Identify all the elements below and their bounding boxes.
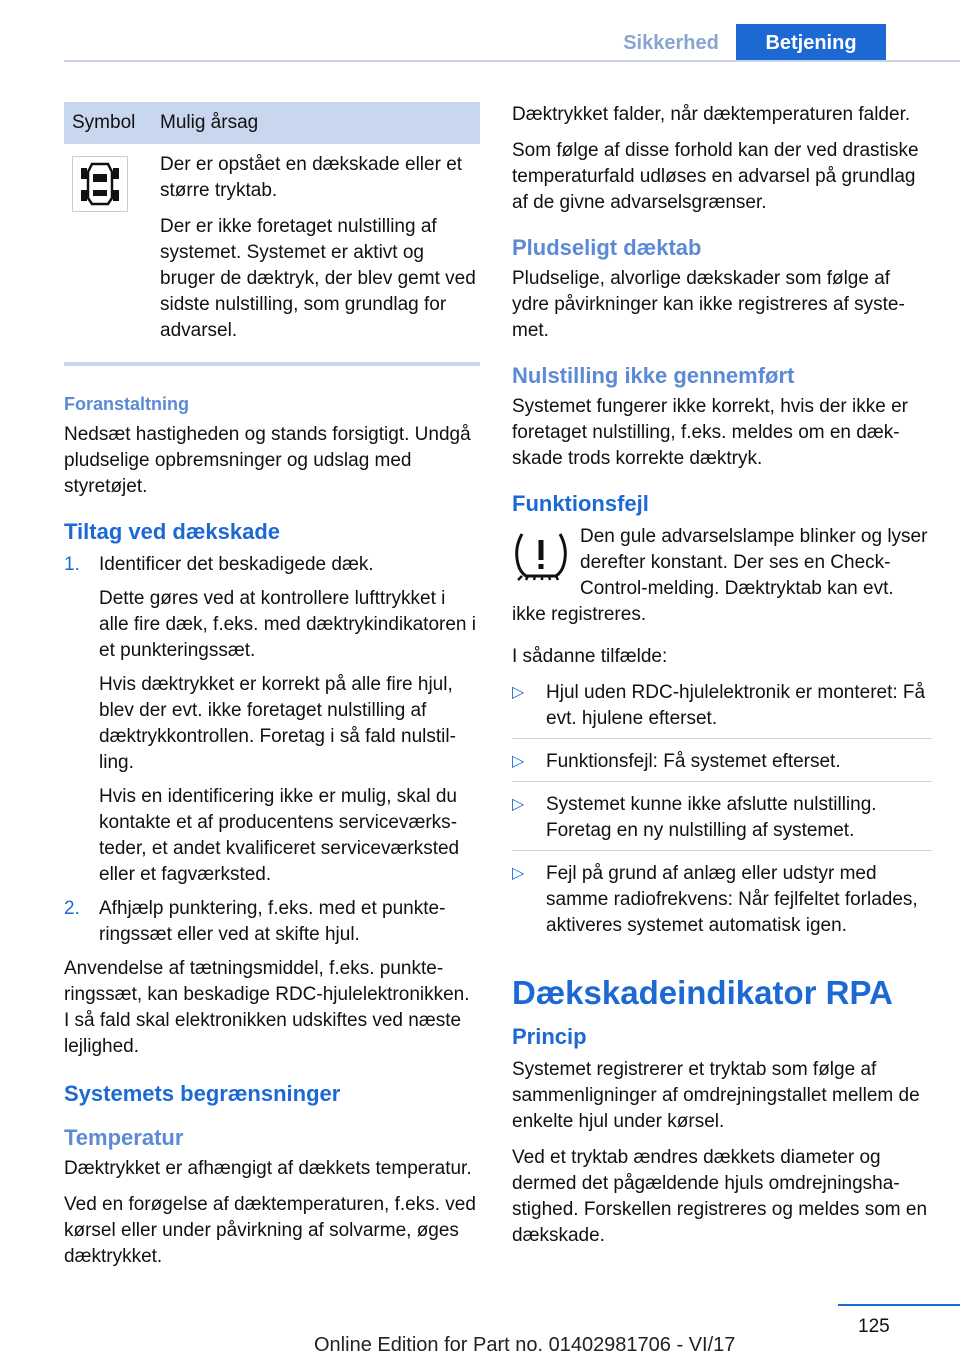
pludseligt-text: Pludselige, alvorlige dækskader som følge af ydre påvirkninger kan ikke registreres af systemet. [512, 268, 905, 341]
heading-temperatur: Temperatur [64, 1125, 184, 1150]
list-item: ▷ Fejl på grund af anlæg eller udstyr med samme radiofrekvens: Når fejlfeltet forlades, aktiveres systemet automatisk igen. [512, 863, 918, 936]
table-row [64, 144, 480, 354]
divider [512, 850, 932, 851]
bullet-triangle-icon: ▷ [512, 753, 525, 770]
heading-pludseligt: Pludseligt dæktab [512, 235, 702, 260]
tire-pressure-warning-icon [512, 528, 570, 584]
tilfaelde-intro: I sådanne tilfælde: [512, 646, 668, 667]
list-item [64, 896, 480, 948]
heading-begraensninger: Systemets begrænsninger [64, 1081, 341, 1106]
col-header-cause: Mulig årsag [152, 102, 480, 144]
car-tire-damage-icon [72, 156, 128, 212]
footer-edition: Online Edition for Part no. 01402981706 - VI/17 [314, 1334, 736, 1356]
warning-block [512, 524, 932, 628]
princip-para1: Systemet registrerer et tryktab som følge af sammenligninger af omdrejningstallet mellem de enkelte hjul under kørsel. [512, 1059, 920, 1132]
list-item: ▷ Hjul uden RDC-hjulelektronik er monteret: Få evt. hjulene efterset. [512, 682, 926, 729]
funktionsfejl-text: Den gule advarselslampe blinker og lyser derefter konstant. Der ses en Check-Control-melding. Dæktryktab kan evt. ikke registreres. [512, 526, 928, 625]
temperatur-para2: Ved en forøgelse af dæktemperaturen, f.eks. ved kørsel eller under påvirkning af solvarme, øges dæktrykket. [64, 1194, 476, 1267]
bullet-triangle-icon: ▷ [512, 796, 525, 813]
tab-sikkerhed[interactable]: Sikkerhed [623, 31, 719, 54]
list-item: ▷ Systemet kunne ikke afslutte nulstilling. Foretag en ny nulstilling af systemet. [512, 794, 877, 841]
right-para2: Som følge af disse forhold kan der ved drastiske temperaturfald udløses en advarsel på grundlag af de givne advarselsgrænser. [512, 140, 919, 213]
bullet-list [512, 680, 932, 939]
header-rule [64, 60, 960, 62]
anvendelse-text: Anvendelse af tætningsmiddel, f.eks. punkteringssæt, kan beskadige RDC-hjulelektronikken. I så fald skal elektronikken udskiftes ved næste lejlighed. [64, 958, 470, 1057]
step-number: 2. [64, 898, 80, 919]
step-text: Identificer det beskadigede dæk. [99, 554, 374, 575]
princip-para2: Ved et tryktab ændres dækkets diameter og dermed det pågældende hjuls omdrejningshastighed. Forskellen registreres og meldes som en dækskade. [512, 1147, 928, 1246]
col-header-symbol: Symbol [64, 102, 152, 144]
page-number: 125 [858, 1316, 890, 1337]
footer-rule [838, 1304, 960, 1306]
tab-betjening[interactable]: Betjening [736, 24, 886, 62]
step-number: 1. [64, 554, 80, 575]
right-column [512, 102, 932, 1259]
heading-nulstilling: Nulstilling ikke gennemført [512, 363, 795, 388]
bullet-triangle-icon: ▷ [512, 684, 525, 701]
step-text: Hvis dæktrykket er korrekt på alle fire hjul, blev der evt. ikke foretaget nulstilling af dæktrykkontrollen. Foretag i så fald nulstilling. [99, 674, 456, 773]
heading-foranstaltning: Foranstaltning [64, 394, 189, 414]
header-tabs [606, 24, 886, 62]
right-para1: Dæktrykket falder, når dæktemperaturen falder. [512, 104, 911, 125]
symbol-table [64, 102, 480, 354]
table-cause-para2: Der er ikke foretaget nulstilling af systemet. Systemet er aktivt og bruger de dæktryk, der blev gemt ved sidste nulstilling, som grundlag for advarsel. [160, 216, 476, 341]
steps-list [64, 552, 480, 948]
list-item: ▷ Funktionsfejl: Få systemet efterset. [512, 749, 932, 775]
nulstilling-text: Systemet fungerer ikke korrekt, hvis der ikke er foretaget nulstilling, f.eks. meldes om en dækskade trods korrekte dæktryk. [512, 396, 908, 469]
step-text: Hvis en identificering ikke er mulig, skal du kontakte et af producentens serviceværksteder, et andet kvalificeret serviceværksted eller et fagværksted. [99, 786, 460, 885]
heading-tiltag: Tiltag ved dækskade [64, 519, 281, 544]
heading-rpa: Dækskadeindikator RPA [512, 974, 893, 1011]
step-text: Afhjælp punktering, f.eks. med et punkteringssæt eller ved at skifte hjul. [99, 898, 446, 945]
list-item [64, 552, 480, 888]
heading-princip: Princip [512, 1024, 587, 1049]
heading-funktionsfejl: Funktionsfejl [512, 491, 649, 516]
table-cause-para1: Der er opstået en dækskade eller et større tryktab. [160, 154, 463, 201]
step-text: Dette gøres ved at kontrollere lufttrykket i alle fire dæk, f.eks. med dæktrykindikatoren i et punkteringssæt. [99, 588, 476, 661]
bullet-triangle-icon: ▷ [512, 865, 525, 882]
divider [512, 781, 932, 782]
temperatur-para1: Dæktrykket er afhængigt af dækkets temperatur. [64, 1158, 472, 1179]
left-column [64, 102, 480, 1280]
foranstaltning-text: Nedsæt hastigheden og stands forsigtigt. Undgå pludselige opbremsninger og udslag med styretøjet. [64, 424, 471, 497]
divider [512, 738, 932, 739]
